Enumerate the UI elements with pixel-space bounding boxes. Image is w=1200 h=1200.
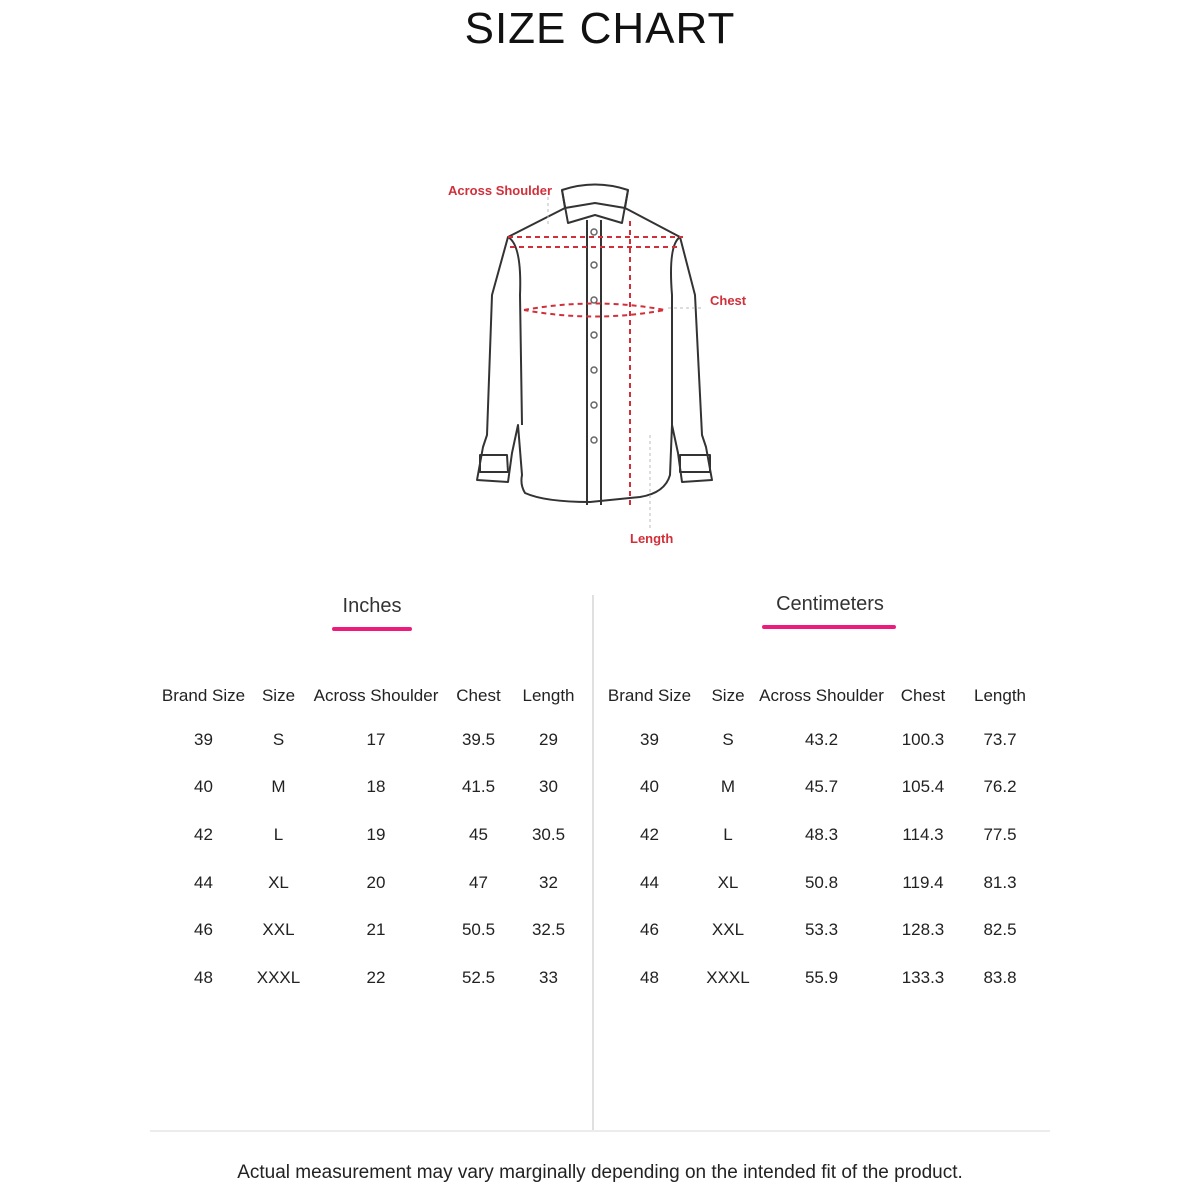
cell: XL [268, 872, 289, 892]
table-row [602, 954, 1038, 1002]
header-across-shoulder: Across Shoulder [759, 686, 884, 705]
cell: 133.3 [901, 967, 945, 987]
cell: 105.4 [901, 777, 945, 797]
cell: 40 [640, 777, 659, 797]
table-row [602, 811, 1038, 859]
inches-table [156, 686, 586, 1002]
header-chest: Chest [456, 686, 501, 705]
cell: 44 [640, 872, 659, 892]
footer-divider [150, 1130, 1050, 1132]
cell: 82.5 [983, 920, 1017, 940]
column-divider [592, 595, 594, 1130]
cell: 119.4 [902, 872, 944, 892]
cell: 81.3 [983, 872, 1017, 892]
cell: 43.2 [804, 729, 839, 749]
cell: 114.3 [902, 824, 944, 844]
cell: 73.7 [983, 729, 1017, 749]
cell: 42 [194, 824, 213, 844]
header-size: Size [711, 686, 745, 705]
cell: 46 [194, 920, 213, 940]
cell: 32.5 [531, 920, 566, 940]
footer-note: Actual measurement may vary marginally depending on the intended fit of the product. [237, 1162, 963, 1183]
cell: 21 [366, 920, 386, 940]
cell: S [272, 729, 285, 749]
cell: 47 [469, 872, 488, 892]
inches-title: Inches [342, 595, 402, 617]
cell: 46 [640, 920, 659, 940]
cell: 39 [194, 729, 213, 749]
table-header-row [156, 686, 586, 706]
cell: XXL [262, 920, 295, 940]
cell: 48.3 [804, 824, 839, 844]
cell: 30.5 [531, 824, 566, 844]
header-brand-size: Brand Size [607, 686, 692, 705]
cell: 128.3 [901, 920, 945, 940]
table-row [156, 716, 586, 764]
table-header-row [602, 686, 1038, 706]
cell: 33 [539, 967, 558, 987]
cell: 30 [539, 777, 558, 797]
shirt-diagram [440, 175, 760, 560]
table-row [156, 811, 586, 859]
header-size: Size [261, 686, 296, 705]
cell: 55.9 [804, 967, 839, 987]
cell: 18 [366, 777, 386, 797]
cell: 40 [194, 777, 213, 797]
cell: 48 [194, 967, 213, 987]
table-row [156, 764, 586, 812]
cell: 52.5 [461, 967, 496, 987]
cell: 50.5 [461, 920, 496, 940]
table-row [156, 906, 586, 954]
cell: 83.8 [983, 967, 1017, 987]
cell: 42 [640, 824, 659, 844]
cell: XXXL [256, 967, 301, 987]
cell: 44 [194, 872, 213, 892]
shirt-diagram-icon [440, 175, 760, 560]
cell: M [271, 777, 286, 797]
cell: 100.3 [901, 729, 945, 749]
cell: L [723, 824, 733, 844]
cell: 39.5 [461, 729, 496, 749]
across-shoulder-label: Across Shoulder [448, 183, 553, 198]
header-length: Length [974, 686, 1026, 705]
cell: L [273, 824, 284, 844]
table-row [156, 859, 586, 907]
cell: 20 [366, 872, 386, 892]
cell: XXXL [706, 967, 750, 987]
cell: 77.5 [983, 824, 1017, 844]
cell: 53.3 [804, 920, 839, 940]
table-row [602, 859, 1038, 907]
chest-label: Chest [710, 293, 747, 308]
cell: 19 [366, 824, 386, 844]
cell: 22 [366, 967, 386, 987]
centimeters-underline [762, 625, 896, 629]
cell: 45.7 [804, 777, 839, 797]
cell: XL [717, 872, 739, 892]
cell: 50.8 [804, 872, 839, 892]
cell: 29 [539, 729, 558, 749]
cell: 17 [366, 729, 386, 749]
table-row [602, 716, 1038, 764]
cell: M [720, 777, 736, 797]
centimeters-title: Centimeters [776, 593, 884, 615]
cell: 45 [469, 824, 488, 844]
centimeters-table [602, 686, 1038, 1002]
page-title: SIZE CHART [464, 4, 736, 53]
table-row [602, 764, 1038, 812]
header-across-shoulder: Across Shoulder [313, 686, 439, 705]
cell: 76.2 [983, 777, 1017, 797]
length-label: Length [630, 531, 674, 546]
header-chest: Chest [900, 686, 946, 705]
header-length: Length [522, 686, 575, 705]
cell: 48 [640, 967, 659, 987]
cell: 41.5 [461, 777, 496, 797]
cell: XXL [711, 920, 745, 940]
cell: 32 [539, 872, 558, 892]
table-row [156, 954, 586, 1002]
table-row [602, 906, 1038, 954]
header-brand-size: Brand Size [161, 686, 246, 705]
cell: S [722, 729, 734, 749]
cell: 39 [640, 729, 659, 749]
inches-underline [332, 627, 412, 631]
